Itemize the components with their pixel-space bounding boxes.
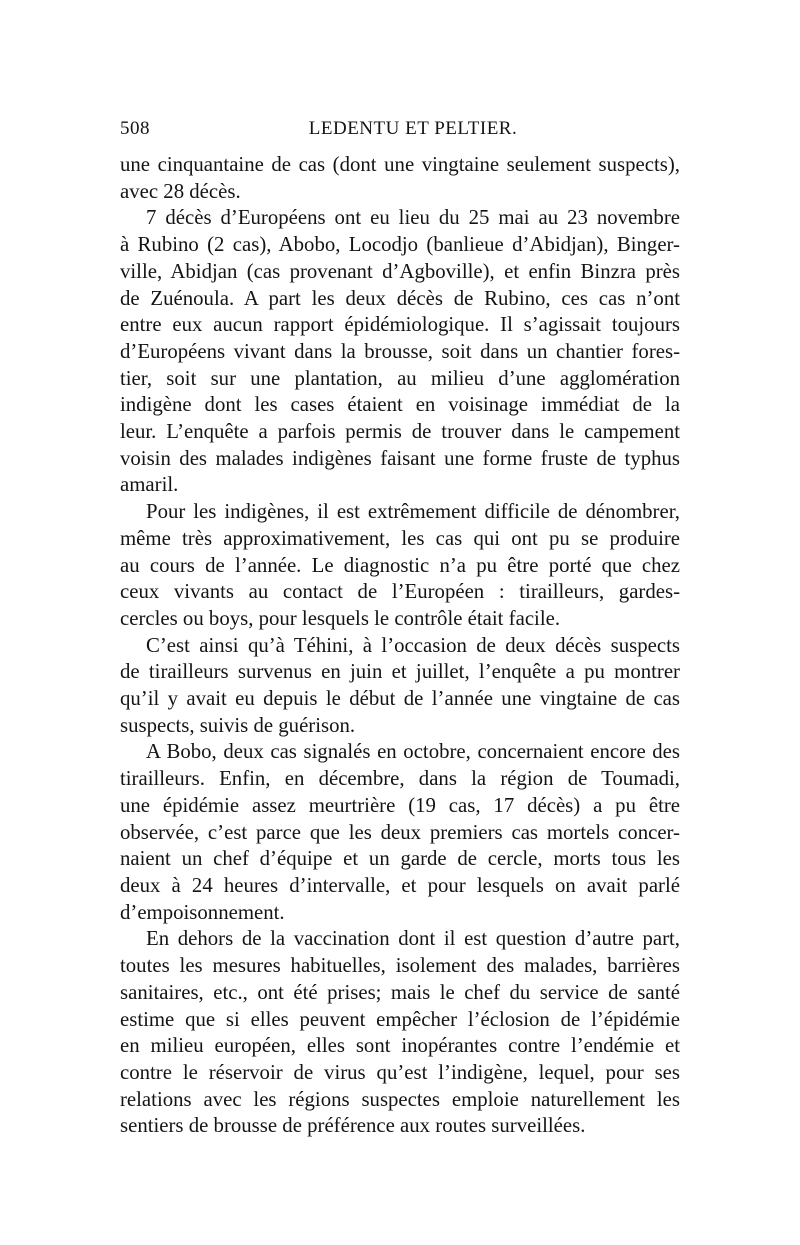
page-number: 508 bbox=[120, 118, 150, 139]
text-line: A Bobo, deux cas signalés en octobre, concernaient encore des bbox=[146, 740, 680, 764]
paragraph bbox=[120, 499, 680, 633]
paragraph bbox=[120, 152, 680, 205]
text-line: amaril. bbox=[120, 473, 179, 497]
text-line: 7 décès d’Européens ont eu lieu du 25 mai au 23 novembre bbox=[146, 206, 680, 230]
text-line: ceux vivants au contact de l’Européen : tirailleurs, gardes- bbox=[120, 580, 680, 604]
text-line: tier, soit sur une plantation, au milieu d’une agglomération bbox=[120, 366, 680, 390]
text-line: voisin des malades indigènes faisant une forme fruste de typhus bbox=[120, 446, 680, 470]
text-line: une épidémie assez meurtrière (19 cas, 17 décès) a pu être bbox=[120, 793, 680, 817]
text-line: observée, c’est parce que les deux premiers cas mortels concer- bbox=[120, 820, 680, 844]
text-line: suspects, suivis de guérison. bbox=[120, 713, 356, 737]
running-head bbox=[120, 118, 680, 142]
text-line: de Zuénoula. A part les deux décès de Rubino, ces cas n’ont bbox=[120, 286, 680, 310]
text-line: relations avec les régions suspectes emploie naturellement les bbox=[120, 1087, 680, 1111]
text-line: sanitaires, etc., ont été prises; mais le chef du service de santé bbox=[120, 980, 680, 1004]
text-line: de tirailleurs survenus en juin et juillet, l’enquête a pu montrer bbox=[120, 660, 680, 684]
text-line: d’empoisonnement. bbox=[120, 900, 285, 924]
text-line: avec 28 décès. bbox=[120, 179, 241, 203]
text-line: ville, Abidjan (cas provenant d’Agboville), et enfin Binzra près bbox=[120, 259, 680, 283]
text-line: Pour les indigènes, il est extrêmement difficile de dénombrer, bbox=[146, 500, 680, 524]
text-line: leur. L’enquête a parfois permis de trouver dans le campement bbox=[120, 420, 680, 444]
text-line: toutes les mesures habituelles, isolement des malades, barrières bbox=[120, 954, 680, 978]
text-line: estime que si elles peuvent empêcher l’éclosion de l’épidémie bbox=[120, 1007, 680, 1031]
body-text bbox=[120, 152, 680, 1140]
text-line: au cours de l’année. Le diagnostic n’a pu être porté que chez bbox=[120, 553, 680, 577]
text-line: une cinquantaine de cas (dont une vingtaine seulement suspects), bbox=[120, 153, 680, 176]
text-line: indigène dont les cases étaient en voisinage immédiat de la bbox=[120, 393, 680, 417]
text-line: cercles ou boys, pour lesquels le contrôle était facile. bbox=[120, 606, 561, 630]
running-title: LEDENTU ET PELTIER. bbox=[308, 118, 518, 139]
text-line: deux à 24 heures d’intervalle, et pour lesquels on avait parlé bbox=[120, 873, 680, 897]
text-line: naient un chef d’équipe et un garde de cercle, morts tous les bbox=[120, 847, 680, 871]
text-line: d’Européens vivant dans la brousse, soit dans un chantier fores- bbox=[120, 339, 680, 363]
paragraph bbox=[120, 633, 680, 740]
text-line: contre le réservoir de virus qu’est l’indigène, lequel, pour ses bbox=[120, 1060, 680, 1084]
text-line: même très approximativement, les cas qui ont pu se produire bbox=[120, 526, 680, 550]
text-line: sentiers de brousse de préférence aux routes surveillées. bbox=[120, 1114, 586, 1138]
text-line: tirailleurs. Enfin, en décembre, dans la région de Toumadi, bbox=[120, 767, 680, 791]
text-line: entre eux aucun rapport épidémiologique. Il s’agissait toujours bbox=[120, 313, 680, 337]
paragraph bbox=[120, 926, 680, 1140]
text-line: C’est ainsi qu’à Téhini, à l’occasion de deux décès suspects bbox=[146, 633, 680, 657]
text-line: en milieu européen, elles sont inopérantes contre l’endémie et bbox=[120, 1034, 680, 1058]
paragraph bbox=[120, 205, 680, 499]
text-line: qu’il y avait eu depuis le début de l’année une vingtaine de cas bbox=[120, 687, 680, 711]
text-line: En dehors de la vaccination dont il est question d’autre part, bbox=[146, 927, 680, 951]
paragraph bbox=[120, 739, 680, 926]
text-line: à Rubino (2 cas), Abobo, Locodjo (banlieue d’Abidjan), Binger- bbox=[120, 233, 680, 257]
